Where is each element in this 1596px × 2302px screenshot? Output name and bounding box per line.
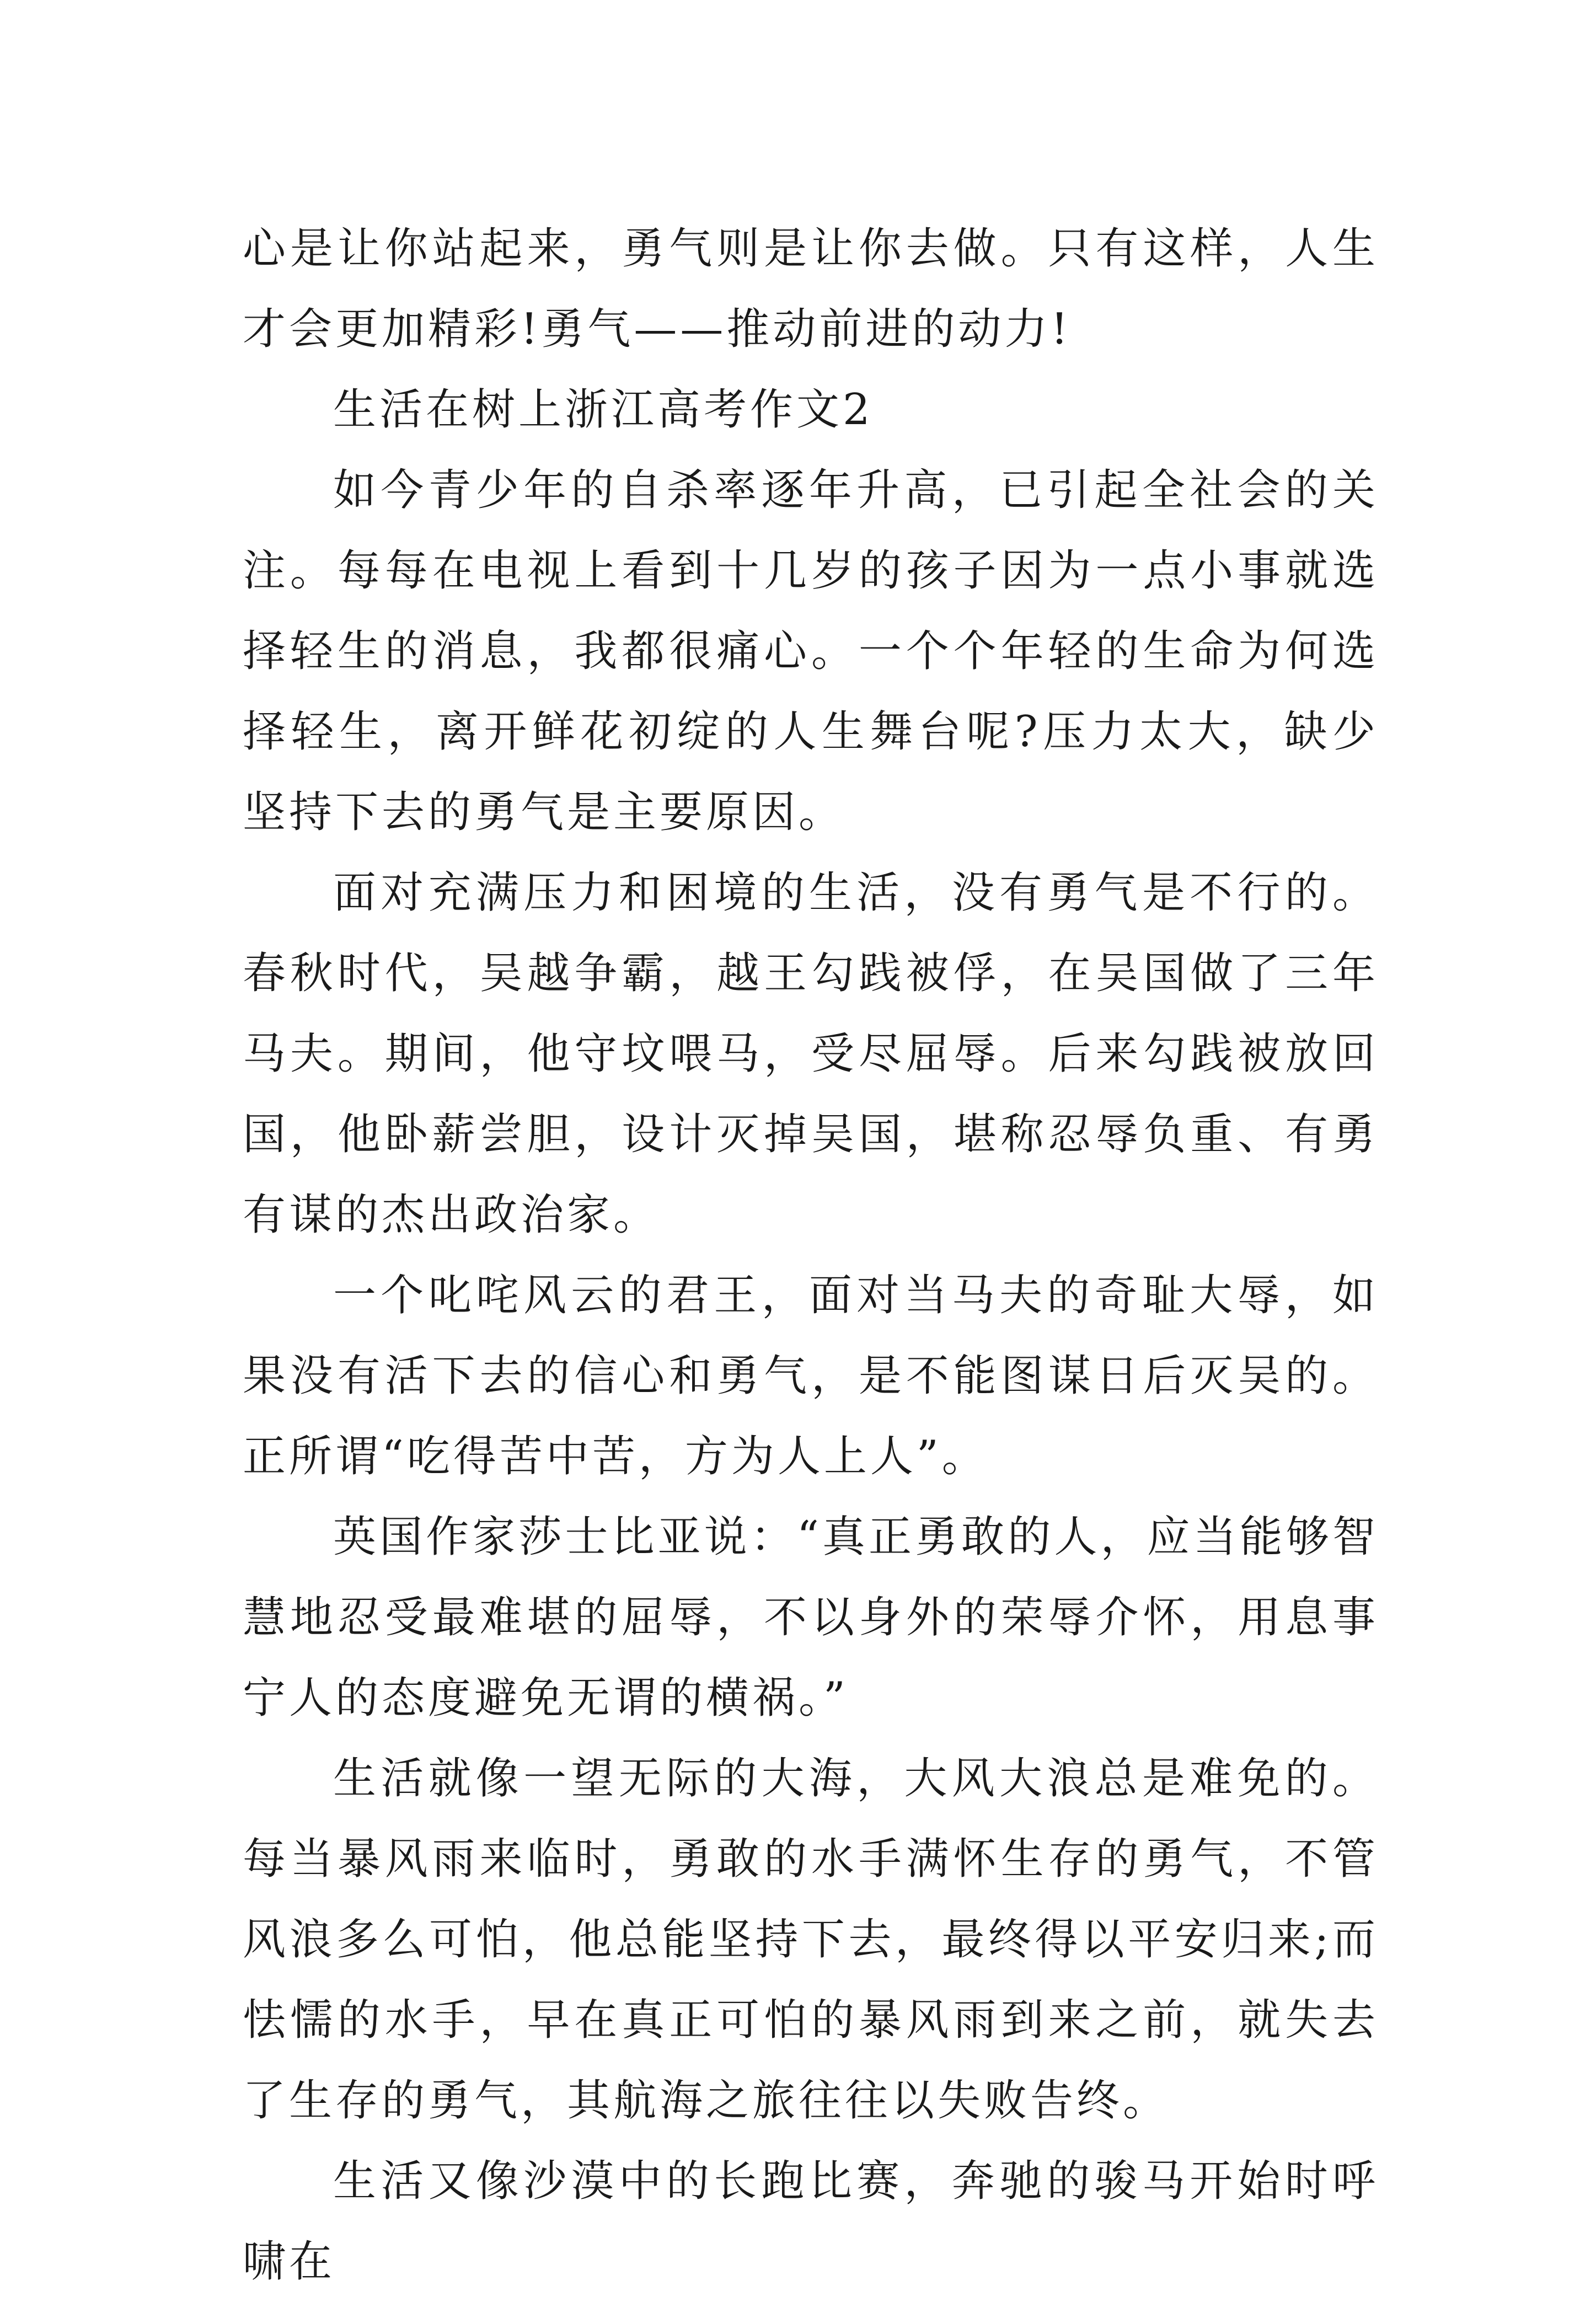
paragraph: 如今青少年的自杀率逐年升高，已引起全社会的关注。每每在电视上看到十几岁的孩子因为一点小事就选择轻生的消息，我都很痛心。一个个年轻的生命为何选择轻生，离开鲜花初绽的人生舞台呢?压力太大，缺少坚持下去的勇气是主要原因。	[243, 465, 1379, 837]
paragraph-continuation: 心是让你站起来，勇气则是让你去做。只有这样，人生才会更加精彩!勇气——推动前进的动力!	[243, 224, 1379, 354]
essay-heading: 生活在树上浙江高考作文2	[333, 385, 874, 435]
document-body	[243, 208, 1379, 2302]
paragraph: 面对充满压力和困境的生活，没有勇气是不行的。春秋时代，吴越争霸，越王勾践被俘，在吴国做了三年马夫。期间，他守坟喂马，受尽屈辱。后来勾践被放回国，他卧薪尝胆，设计灭掉吴国，堪称忍辱负重、有勇有谋的杰出政治家。	[243, 868, 1379, 1240]
paragraph: 生活又像沙漠中的长跑比赛，奔驰的骏马开始时呼啸在	[243, 2156, 1379, 2287]
paragraph: 一个叱咤风云的君王，面对当马夫的奇耻大辱，如果没有活下去的信心和勇气，是不能图谋日后灭吴的。正所谓“吃得苦中苦，方为人上人”。	[243, 1271, 1379, 1481]
paragraph: 生活就像一望无际的大海，大风大浪总是难免的。每当暴风雨来临时，勇敢的水手满怀生存的勇气，不管风浪多么可怕，他总能坚持下去，最终得以平安归来;而怯懦的水手，早在真正可怕的暴风雨到来之前，就失去了生存的勇气，其航海之旅往往以失败告终。	[243, 1754, 1379, 2126]
paragraph: 英国作家莎士比亚说：“真正勇敢的人，应当能够智慧地忍受最难堪的屈辱，不以身外的荣辱介怀，用息事宁人的态度避免无谓的横祸。”	[243, 1512, 1379, 1723]
